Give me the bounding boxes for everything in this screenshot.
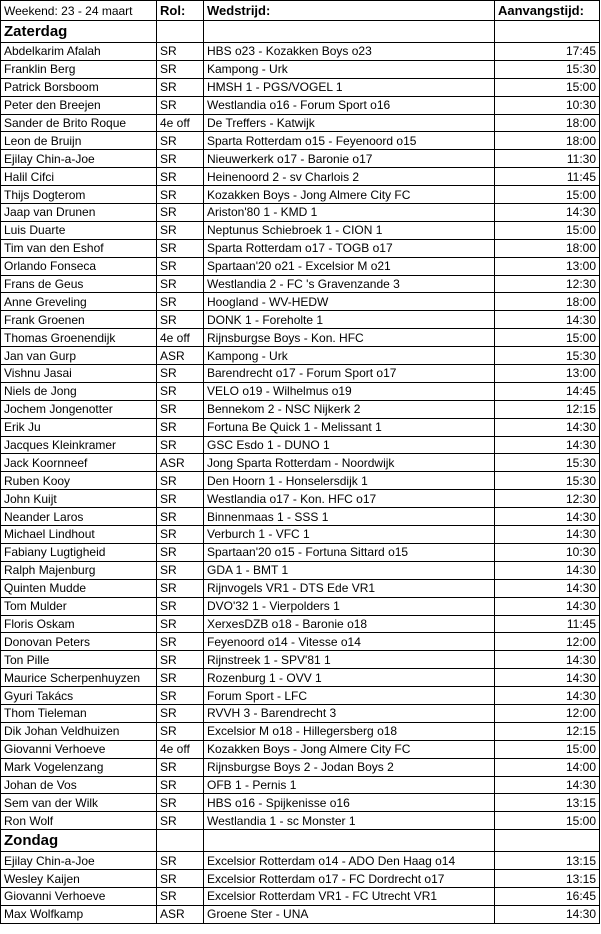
table-row [1,887,600,905]
referee-role: SR [157,543,204,561]
kickoff-time: 13:00 [495,257,600,275]
table-row [1,365,600,383]
referee-name: Thom Tieleman [1,704,157,722]
referee-name: Dik Johan Veldhuizen [1,722,157,740]
referee-role: SR [157,311,204,329]
referee-role: SR [157,204,204,222]
table-row [1,400,600,418]
referee-name: Giovanni Verhoeve [1,887,157,905]
kickoff-time: 16:45 [495,887,600,905]
referee-role: 4e off [157,740,204,758]
match-name: Barendrecht o17 - Forum Sport o17 [204,365,495,383]
table-row [1,454,600,472]
match-name: OFB 1 - Pernis 1 [204,776,495,794]
match-name: GDA 1 - BMT 1 [204,561,495,579]
kickoff-time: 13:15 [495,870,600,888]
referee-name: Franklin Berg [1,60,157,78]
empty-cell [157,830,204,852]
referee-role: 4e off [157,329,204,347]
referee-name: Peter den Breejen [1,96,157,114]
table-row [1,669,600,687]
saturday-rows [1,43,600,830]
match-name: Sparta Rotterdam o15 - Feyenoord o15 [204,132,495,150]
referee-role: SR [157,221,204,239]
table-row [1,60,600,78]
referee-role: ASR [157,905,204,923]
kickoff-time: 12:00 [495,633,600,651]
referee-role: SR [157,436,204,454]
referee-role: SR [157,794,204,812]
kickoff-time: 15:30 [495,472,600,490]
referee-role: SR [157,60,204,78]
referee-role: ASR [157,454,204,472]
referee-role: SR [157,168,204,186]
referee-role: SR [157,687,204,705]
table-row [1,78,600,96]
referee-role: SR [157,852,204,870]
referee-role: SR [157,704,204,722]
referee-role: SR [157,382,204,400]
table-row [1,526,600,544]
referee-name: Halil Cifci [1,168,157,186]
referee-name: Donovan Peters [1,633,157,651]
referee-name: Frans de Geus [1,275,157,293]
empty-cell [495,21,600,43]
sunday-section-row [1,830,600,852]
kickoff-time: 13:00 [495,365,600,383]
sunday-rows [1,852,600,924]
table-row [1,905,600,923]
kickoff-time: 14:30 [495,418,600,436]
referee-role: SR [157,561,204,579]
kickoff-time: 14:30 [495,204,600,222]
table-row [1,132,600,150]
match-name: Westlandia o16 - Forum Sport o16 [204,96,495,114]
table-row [1,275,600,293]
match-name: Verburch 1 - VFC 1 [204,526,495,544]
referee-name: Jacques Kleinkramer [1,436,157,454]
referee-name: Patrick Borsboom [1,78,157,96]
table-row [1,615,600,633]
referee-name: Maurice Scherpenhuyzen [1,669,157,687]
referee-name: John Kuijt [1,490,157,508]
table-row [1,490,600,508]
match-name: Groene Ster - UNA [204,905,495,923]
table-row [1,597,600,615]
kickoff-time: 18:00 [495,293,600,311]
referee-role: SR [157,812,204,830]
kickoff-time: 18:00 [495,239,600,257]
match-name: HMSH 1 - PGS/VOGEL 1 [204,78,495,96]
kickoff-time: 15:00 [495,186,600,204]
match-name: Westlandia 2 - FC 's Gravenzande 3 [204,275,495,293]
table-row [1,114,600,132]
table-row [1,239,600,257]
kickoff-time: 12:00 [495,704,600,722]
referee-role: SR [157,472,204,490]
referee-name: Jack Koornneef [1,454,157,472]
match-name: HBS o16 - Spijkenisse o16 [204,794,495,812]
referee-name: Wesley Kaijen [1,870,157,888]
match-name: Heinenoord 2 - sv Charlois 2 [204,168,495,186]
match-name: GSC Esdo 1 - DUNO 1 [204,436,495,454]
referee-name: Sander de Brito Roque [1,114,157,132]
table-row [1,43,600,61]
match-name: Rijnvogels VR1 - DTS Ede VR1 [204,579,495,597]
sunday-title: Zondag [1,830,157,852]
header-row [1,1,600,21]
referee-name: Niels de Jong [1,382,157,400]
match-name: Rijnsburgse Boys 2 - Jodan Boys 2 [204,758,495,776]
referee-name: Luis Duarte [1,221,157,239]
referee-role: SR [157,293,204,311]
referee-role: SR [157,579,204,597]
referee-name: Ejilay Chin-a-Joe [1,150,157,168]
table-row [1,758,600,776]
table-row [1,740,600,758]
table-row [1,347,600,365]
referee-name: Max Wolfkamp [1,905,157,923]
kickoff-time: 11:45 [495,168,600,186]
match-name: Excelsior M o18 - Hillegersberg o18 [204,722,495,740]
match-name: Rijnstreek 1 - SPV'81 1 [204,651,495,669]
kickoff-time: 14:45 [495,382,600,400]
match-name: Spartaan'20 o15 - Fortuna Sittard o15 [204,543,495,561]
match-name: Bennekom 2 - NSC Nijkerk 2 [204,400,495,418]
role-header: Rol: [157,1,204,21]
referee-name: Thomas Groenendijk [1,329,157,347]
referee-name: Gyuri Takács [1,687,157,705]
table-row [1,561,600,579]
kickoff-time: 15:00 [495,329,600,347]
referee-name: Sem van der Wilk [1,794,157,812]
match-name: HBS o23 - Kozakken Boys o23 [204,43,495,61]
match-name: XerxesDZB o18 - Baronie o18 [204,615,495,633]
kickoff-time: 15:00 [495,78,600,96]
referee-role: SR [157,275,204,293]
match-name: Hoogland - WV-HEDW [204,293,495,311]
kickoff-time: 15:30 [495,454,600,472]
table-row [1,704,600,722]
kickoff-time: 13:15 [495,852,600,870]
referee-name: Neander Laros [1,508,157,526]
kickoff-time: 14:30 [495,508,600,526]
referee-name: Erik Ju [1,418,157,436]
match-name: Rozenburg 1 - OVV 1 [204,669,495,687]
referee-role: SR [157,870,204,888]
table-row [1,186,600,204]
kickoff-time: 14:30 [495,651,600,669]
table-row [1,870,600,888]
match-name: Kampong - Urk [204,60,495,78]
table-row [1,257,600,275]
match-name: Fortuna Be Quick 1 - Melissant 1 [204,418,495,436]
referee-name: Jochem Jongenotter [1,400,157,418]
kickoff-time: 10:30 [495,96,600,114]
empty-cell [495,830,600,852]
match-name: VELO o19 - Wilhelmus o19 [204,382,495,400]
kickoff-time: 11:45 [495,615,600,633]
table-row [1,776,600,794]
referee-role: SR [157,758,204,776]
match-name: Westlandia 1 - sc Monster 1 [204,812,495,830]
kickoff-time: 15:00 [495,221,600,239]
referee-role: SR [157,132,204,150]
match-name: Sparta Rotterdam o17 - TOGB o17 [204,239,495,257]
kickoff-time: 14:30 [495,687,600,705]
kickoff-time: 13:15 [495,794,600,812]
match-name: Kozakken Boys - Jong Almere City FC [204,740,495,758]
referee-role: SR [157,96,204,114]
match-name: Excelsior Rotterdam o14 - ADO Den Haag o14 [204,852,495,870]
match-name: Excelsior Rotterdam VR1 - FC Utrecht VR1 [204,887,495,905]
kickoff-time: 17:45 [495,43,600,61]
table-row [1,168,600,186]
referee-role: SR [157,722,204,740]
referee-role: SR [157,633,204,651]
referee-role: SR [157,150,204,168]
table-row [1,579,600,597]
referee-role: SR [157,43,204,61]
referee-name: Giovanni Verhoeve [1,740,157,758]
match-name: RVVH 3 - Barendrecht 3 [204,704,495,722]
kickoff-time: 14:30 [495,561,600,579]
table-row [1,852,600,870]
referee-name: Anne Greveling [1,293,157,311]
match-name: Spartaan'20 o21 - Excelsior M o21 [204,257,495,275]
table-row [1,651,600,669]
table-row [1,543,600,561]
match-name: DONK 1 - Foreholte 1 [204,311,495,329]
kickoff-time: 14:30 [495,311,600,329]
referee-role: SR [157,418,204,436]
table-row [1,508,600,526]
referee-name: Vishnu Jasai [1,365,157,383]
match-name: Forum Sport - LFC [204,687,495,705]
referee-name: Jan van Gurp [1,347,157,365]
kickoff-time: 15:30 [495,60,600,78]
kickoff-time: 15:30 [495,347,600,365]
referee-name: Tom Mulder [1,597,157,615]
kickoff-time: 12:30 [495,490,600,508]
empty-cell [204,830,495,852]
kickoff-time: 11:30 [495,150,600,168]
referee-name: Ron Wolf [1,812,157,830]
referee-role: SR [157,651,204,669]
match-name: De Treffers - Katwijk [204,114,495,132]
kickoff-time: 18:00 [495,114,600,132]
referee-name: Floris Oskam [1,615,157,633]
match-name: DVO'32 1 - Vierpolders 1 [204,597,495,615]
kickoff-time: 12:15 [495,400,600,418]
referee-role: SR [157,257,204,275]
kickoff-time: 14:30 [495,776,600,794]
match-name: Feyenoord o14 - Vitesse o14 [204,633,495,651]
referee-role: 4e off [157,114,204,132]
referee-name: Abdelkarim Afalah [1,43,157,61]
referee-role: SR [157,78,204,96]
match-name: Excelsior Rotterdam o17 - FC Dordrecht o17 [204,870,495,888]
table-row [1,293,600,311]
referee-role: ASR [157,347,204,365]
referee-role: SR [157,365,204,383]
weekend-header: Weekend: 23 - 24 maart [1,1,157,21]
kickoff-time: 18:00 [495,132,600,150]
match-name: Neptunus Schiebroek 1 - CION 1 [204,221,495,239]
kickoff-time: 12:30 [495,275,600,293]
empty-cell [157,21,204,43]
match-name: Rijnsburgse Boys - Kon. HFC [204,329,495,347]
kickoff-time: 14:30 [495,597,600,615]
referee-name: Fabiany Lugtigheid [1,543,157,561]
kickoff-time: 14:30 [495,669,600,687]
kickoff-time: 10:30 [495,543,600,561]
table-row [1,418,600,436]
match-name: Kozakken Boys - Jong Almere City FC [204,186,495,204]
referee-role: SR [157,597,204,615]
referee-role: SR [157,400,204,418]
referee-role: SR [157,239,204,257]
referee-name: Jaap van Drunen [1,204,157,222]
kickoff-time: 14:30 [495,905,600,923]
table-row [1,633,600,651]
kickoff-time: 12:15 [495,722,600,740]
referee-name: Ralph Majenburg [1,561,157,579]
kickoff-time: 15:00 [495,740,600,758]
referee-name: Quinten Mudde [1,579,157,597]
match-name: Westlandia o17 - Kon. HFC o17 [204,490,495,508]
referee-name: Ejilay Chin-a-Joe [1,852,157,870]
match-name: Nieuwerkerk o17 - Baronie o17 [204,150,495,168]
saturday-section-row [1,21,600,43]
referee-name: Thijs Dogterom [1,186,157,204]
match-name: Binnenmaas 1 - SSS 1 [204,508,495,526]
table-row [1,329,600,347]
referee-role: SR [157,615,204,633]
referee-name: Ton Pille [1,651,157,669]
referee-role: SR [157,776,204,794]
referee-name: Leon de Bruijn [1,132,157,150]
kickoff-time: 14:30 [495,436,600,454]
referee-name: Orlando Fonseca [1,257,157,275]
table-row [1,382,600,400]
referee-name: Frank Groenen [1,311,157,329]
kickoff-time: 15:00 [495,812,600,830]
table-row [1,687,600,705]
referee-name: Ruben Kooy [1,472,157,490]
referee-role: SR [157,508,204,526]
table-row [1,472,600,490]
referee-role: SR [157,186,204,204]
kickoff-time: 14:30 [495,579,600,597]
referee-name: Michael Lindhout [1,526,157,544]
match-name: Kampong - Urk [204,347,495,365]
table-row [1,311,600,329]
table-row [1,722,600,740]
referee-name: Tim van den Eshof [1,239,157,257]
time-header: Aanvangstijd: [495,1,600,21]
referee-role: SR [157,887,204,905]
table-row [1,150,600,168]
referee-role: SR [157,526,204,544]
referee-role: SR [157,669,204,687]
match-name: Den Hoorn 1 - Honselersdijk 1 [204,472,495,490]
empty-cell [204,21,495,43]
match-header: Wedstrijd: [204,1,495,21]
table-row [1,96,600,114]
table-row [1,812,600,830]
table-row [1,221,600,239]
referee-role: SR [157,490,204,508]
table-row [1,204,600,222]
table-row [1,436,600,454]
kickoff-time: 14:00 [495,758,600,776]
match-name: Ariston'80 1 - KMD 1 [204,204,495,222]
kickoff-time: 14:30 [495,526,600,544]
referee-name: Johan de Vos [1,776,157,794]
match-name: Jong Sparta Rotterdam - Noordwijk [204,454,495,472]
table-row [1,794,600,812]
saturday-title: Zaterdag [1,21,157,43]
referee-name: Mark Vogelenzang [1,758,157,776]
